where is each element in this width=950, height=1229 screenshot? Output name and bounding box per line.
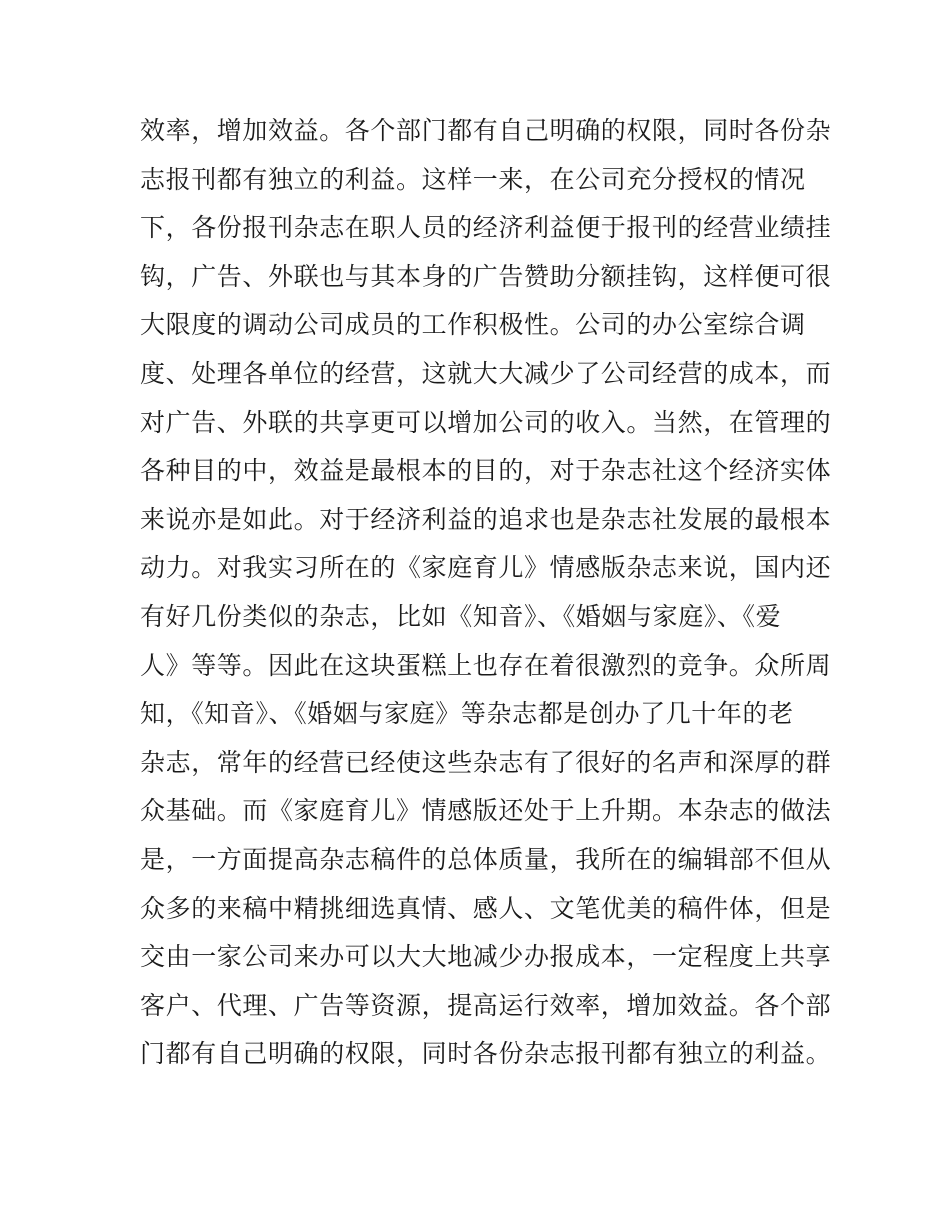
text-line: 杂志，常年的经营已经使这些杂志有了很好的名声和深厚的群 — [140, 747, 832, 777]
text-line: 众基础。而《家庭育儿》情感版还处于上升期。本杂志的做法 — [140, 796, 832, 826]
text-line: 交由一家公司来办可以大大地减少办报成本，一定程度上共享 — [140, 942, 832, 972]
text-line: 门都有自己明确的权限，同时各份杂志报刊都有独立的利益。 — [140, 1039, 832, 1069]
text-line: 度、处理各单位的经营，这就大大减少了公司经营的成本，而 — [140, 358, 832, 388]
text-line: 钩，广告、外联也与其本身的广告赞助分额挂钩，这样便可很 — [140, 261, 832, 291]
text-line: 人》等等。因此在这块蛋糕上也存在着很激烈的竞争。众所周 — [140, 650, 832, 680]
body-paragraph — [140, 107, 832, 1079]
text-line: 大限度的调动公司成员的工作积极性。公司的办公室综合调 — [140, 310, 806, 340]
text-line: 效率，增加效益。各个部门都有自己明确的权限，同时各份杂 — [140, 116, 832, 145]
text-line: 有好几份类似的杂志，比如《知音》、《婚姻与家庭》、《爱 — [140, 601, 782, 631]
text-line: 来说亦是如此。对于经济利益的追求也是杂志社发展的最根本 — [140, 504, 832, 534]
text-line: 知，《知音》、《婚姻与家庭》等杂志都是创办了几十年的老 — [140, 699, 794, 729]
text-line: 客户、代理、广告等资源，提高运行效率，增加效益。各个部 — [140, 990, 832, 1020]
text-line: 各种目的中，效益是最根本的目的，对于杂志社这个经济实体 — [140, 456, 832, 486]
text-line: 志报刊都有独立的利益。这样一来，在公司充分授权的情况 — [140, 164, 806, 194]
text-line: 下，各份报刊杂志在职人员的经济利益便于报刊的经营业绩挂 — [140, 213, 832, 243]
text-line: 是，一方面提高杂志稿件的总体质量，我所在的编辑部不但从 — [140, 844, 832, 874]
text-line: 众多的来稿中精挑细选真情、感人、文笔优美的稿件体，但是 — [140, 893, 832, 923]
text-line: 对广告、外联的共享更可以增加公司的收入。当然，在管理的 — [140, 407, 832, 437]
text-line: 动力。对我实习所在的《家庭育儿》情感版杂志来说，国内还 — [140, 553, 832, 583]
